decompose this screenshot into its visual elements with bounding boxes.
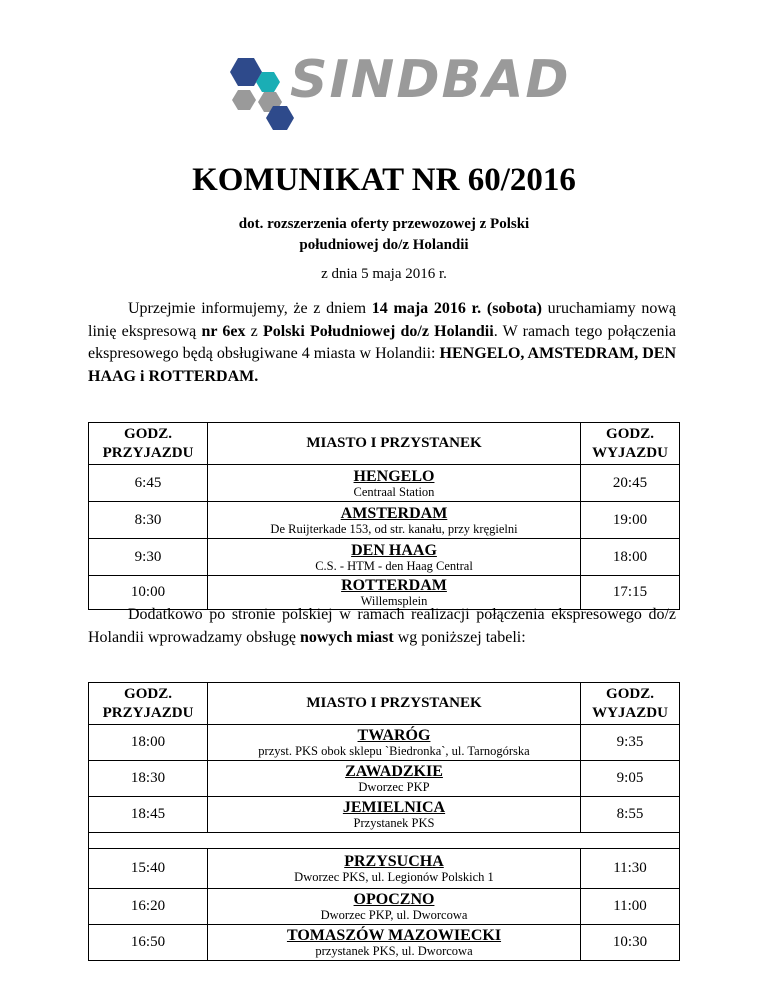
arrival-time: 16:50: [89, 925, 208, 961]
table-row: [89, 502, 680, 539]
header-arrival: GODZ. PRZYJAZDU: [89, 423, 208, 465]
departure-time: 17:15: [581, 576, 680, 610]
logo-text: SINDBAD: [290, 50, 571, 110]
document-date: z dnia 5 maja 2016 r.: [321, 266, 447, 282]
table-row: [89, 539, 680, 576]
arrival-time: 15:40: [89, 849, 208, 889]
header-city: MIASTO I PRZYSTANEK: [208, 423, 581, 465]
departure-time: 9:05: [581, 761, 680, 797]
arrival-time: 18:30: [89, 761, 208, 797]
city-stop: AMSTERDAM De Ruijterkade 153, od str. kanału, przy kręgielni: [208, 502, 581, 539]
table-row: [89, 925, 680, 961]
spacer-cell: [89, 833, 680, 849]
city-stop: ROTTERDAM Willemsplein: [208, 576, 581, 610]
document-subtitle: [0, 214, 768, 256]
arrival-time: 6:45: [89, 465, 208, 502]
poland-schedule-table: [88, 682, 680, 961]
intro-paragraph: Uprzejmie informujemy, że z dniem 14 maja 2016 r. (sobota) uruchamiamy nową linię ekspresową nr 6ex z Polski Południowej do/z Holandii. W ramach tego połączenia ekspresowego będą obsługiwane 4 miasta w Holandii: HENGELO, AMSTEDRAM, DEN HAAG i ROTTERDAM.: [88, 300, 677, 385]
table-row: [89, 465, 680, 502]
table-row: [89, 849, 680, 889]
sindbad-logo: [222, 50, 571, 132]
additional-paragraph: Dodatkowo po stronie polskiej w ramach realizacji połączenia ekspresowego do/z Holandii wprowadzamy obsługę nowych miast wg poniższej tabeli:: [88, 606, 676, 646]
departure-time: 19:00: [581, 502, 680, 539]
header-departure: GODZ. WYJAZDU: [581, 683, 680, 725]
departure-time: 18:00: [581, 539, 680, 576]
departure-time: 10:30: [581, 925, 680, 961]
city-stop: TWARÓG przyst. PKS obok sklepu `Biedronka`, ul. Tarnogórska: [208, 725, 581, 761]
departure-time: 9:35: [581, 725, 680, 761]
arrival-time: 18:45: [89, 797, 208, 833]
city-stop: OPOCZNO Dworzec PKP, ul. Dworcowa: [208, 889, 581, 925]
table-row: [89, 889, 680, 925]
header-city: MIASTO I PRZYSTANEK: [208, 683, 581, 725]
departure-time: 20:45: [581, 465, 680, 502]
table-row: [89, 761, 680, 797]
arrival-time: 16:20: [89, 889, 208, 925]
header-arrival: GODZ. PRZYJAZDU: [89, 683, 208, 725]
netherlands-schedule-table: [88, 422, 680, 610]
arrival-time: 10:00: [89, 576, 208, 610]
departure-time: 11:00: [581, 889, 680, 925]
city-stop: TOMASZÓW MAZOWIECKI przystanek PKS, ul. Dworcowa: [208, 925, 581, 961]
departure-time: 8:55: [581, 797, 680, 833]
subtitle-line-1: dot. rozszerzenia oferty przewozowej z Polski: [238, 216, 530, 232]
subtitle-line-2: południowej do/z Holandii: [299, 237, 469, 253]
table-header-row: [89, 423, 680, 465]
city-stop: PRZYSUCHA Dworzec PKS, ul. Legionów Polskich 1: [208, 849, 581, 889]
arrival-time: 9:30: [89, 539, 208, 576]
arrival-time: 8:30: [89, 502, 208, 539]
arrival-time: 18:00: [89, 725, 208, 761]
document-title: KOMUNIKAT NR 60/2016: [192, 162, 576, 198]
header-departure: GODZ. WYJAZDU: [581, 423, 680, 465]
table-header-row: [89, 683, 680, 725]
city-stop: JEMIELNICA Przystanek PKS: [208, 797, 581, 833]
table-row: [89, 725, 680, 761]
city-stop: DEN HAAG C.S. - HTM - den Haag Central: [208, 539, 581, 576]
table-spacer-row: [89, 833, 680, 849]
departure-time: 11:30: [581, 849, 680, 889]
city-stop: ZAWADZKIE Dworzec PKP: [208, 761, 581, 797]
table-row: [89, 797, 680, 833]
city-stop: HENGELO Centraal Station: [208, 465, 581, 502]
